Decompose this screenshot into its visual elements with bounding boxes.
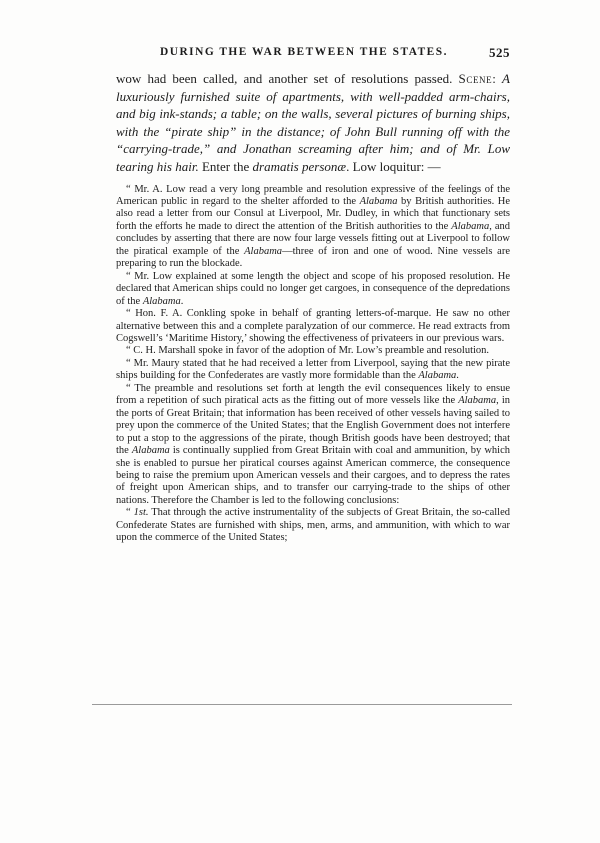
ship-name: Alabama [451, 220, 490, 232]
text-run: . [180, 295, 184, 307]
running-title: DURING THE WAR BETWEEN THE STATES. [160, 46, 448, 58]
page-body [116, 70, 510, 545]
quote-paragraph-6 [116, 383, 510, 508]
text-run: by British authorities. He also read a letter from our Consul at Liverpool, Mr. Dudley, in which that functionary sets forth the efforts he made to direct the attention of the British authorities to the [116, 196, 510, 232]
scene-label: Scene [458, 71, 493, 86]
text-run: , in the ports of Great Britain; that information has been received of other vessels having sailed to prey upon the commerce of the United States; that the English Government does not interfere to put a stop to the aggressions of the pirate, though British goods have been destroyed; that the [116, 395, 510, 457]
quote-paragraph-2 [116, 271, 510, 308]
quote-paragraph-5 [116, 358, 510, 383]
quote-paragraph-3: “ Hon. F. A. Conkling spoke in behalf of granting letters-of-marque. He saw no other alternative between this and a complete paralyzation of our commerce. He read extracts from Cogswell’s ‘Maritime History,’ showing the effectiveness of privateers in our previous wars. [116, 308, 510, 344]
ship-name: Alabama [418, 370, 457, 382]
text-run: , and concludes by asserting that there are now four large vessels fitting out at Liverpool to follow the piratical example of the [116, 220, 510, 257]
lead-paragraph [116, 70, 510, 176]
quoted-report [116, 184, 510, 545]
ship-name: Alabama [244, 245, 283, 257]
text-run: “ Mr. Low explained at some length the object and scope of his proposed resolution. He declared that American ships could no longer get cargoes, in consequence of the depredations of the [116, 270, 510, 307]
ship-name: Alabama [142, 295, 181, 307]
enter-text: Enter the [198, 158, 253, 174]
quote-paragraph-4: “ C. H. Marshall spoke in favor of the adoption of Mr. Low’s preamble and resolution. [126, 345, 490, 357]
quote-paragraph-7 [116, 507, 510, 544]
text-run: “ [126, 507, 134, 519]
ship-name: Alabama [359, 196, 398, 208]
running-head [116, 46, 510, 64]
scene-colon: : [492, 71, 503, 86]
scan-edge-line [92, 704, 512, 705]
dramatis-personae: dramatis personæ [252, 158, 347, 174]
text-run: That through the active instrumentality of the subjects of Great Britain, the so-called Confederate States are furnished with ships, men, arms, and ammunition, with which to war upon the commerce of the United States; [116, 507, 510, 544]
text-run: . [456, 370, 459, 382]
text-run: “ Mr. A. Low read a very long preamble and resolution expressive of the feelings of the American public in regard to the shelter afforded to the [116, 183, 510, 208]
ordinal: 1st. [133, 507, 149, 519]
ship-name: Alabama [458, 395, 497, 407]
quote-paragraph-1 [116, 184, 510, 271]
ship-name: Alabama [131, 445, 170, 457]
text-run: —three of iron and one of wood. Nine vessels are preparing to run the blockade. [116, 245, 510, 270]
text-run: “ The preamble and resolutions set forth at length the evil consequences likely to ensue from a repetition of such piratical acts as the fitting out of more vessels like the [116, 382, 510, 407]
scene-description: A luxuriously furnished suite of apartments, with well-padded arm-chairs, and big ink-stands; a table; on the walls, several pictures of burning ships, with the “pirate ship” in the distance; of John Bull running off with the “carrying-trade,” and Jonathan screaming after him; and of Mr. Low tearing his hair. [116, 71, 510, 174]
loquitur-text: . Low loquitur: — [346, 158, 441, 174]
lead-text [116, 70, 510, 176]
text-run: is continually supplied from Great Britain with coal and ammunition, by which she is enabled to pursue her piratical courses against American commerce, the consequence being to raise the premium upon American vessels and their cargoes, and to depress the rates of freight upon American ships, and to transfer our carrying-trade to the ships of other nations. Therefore the Chamber is led to the following conclusions: [116, 445, 511, 506]
page-number: 525 [489, 45, 510, 60]
continuation-line: wow had been called, and another set of resolutions passed. [116, 71, 453, 86]
text-run: “ Mr. Maury stated that he had received a letter from Liverpool, saying that the new pirate ships building for the Confederates are vastly more formidable than the [116, 357, 510, 382]
